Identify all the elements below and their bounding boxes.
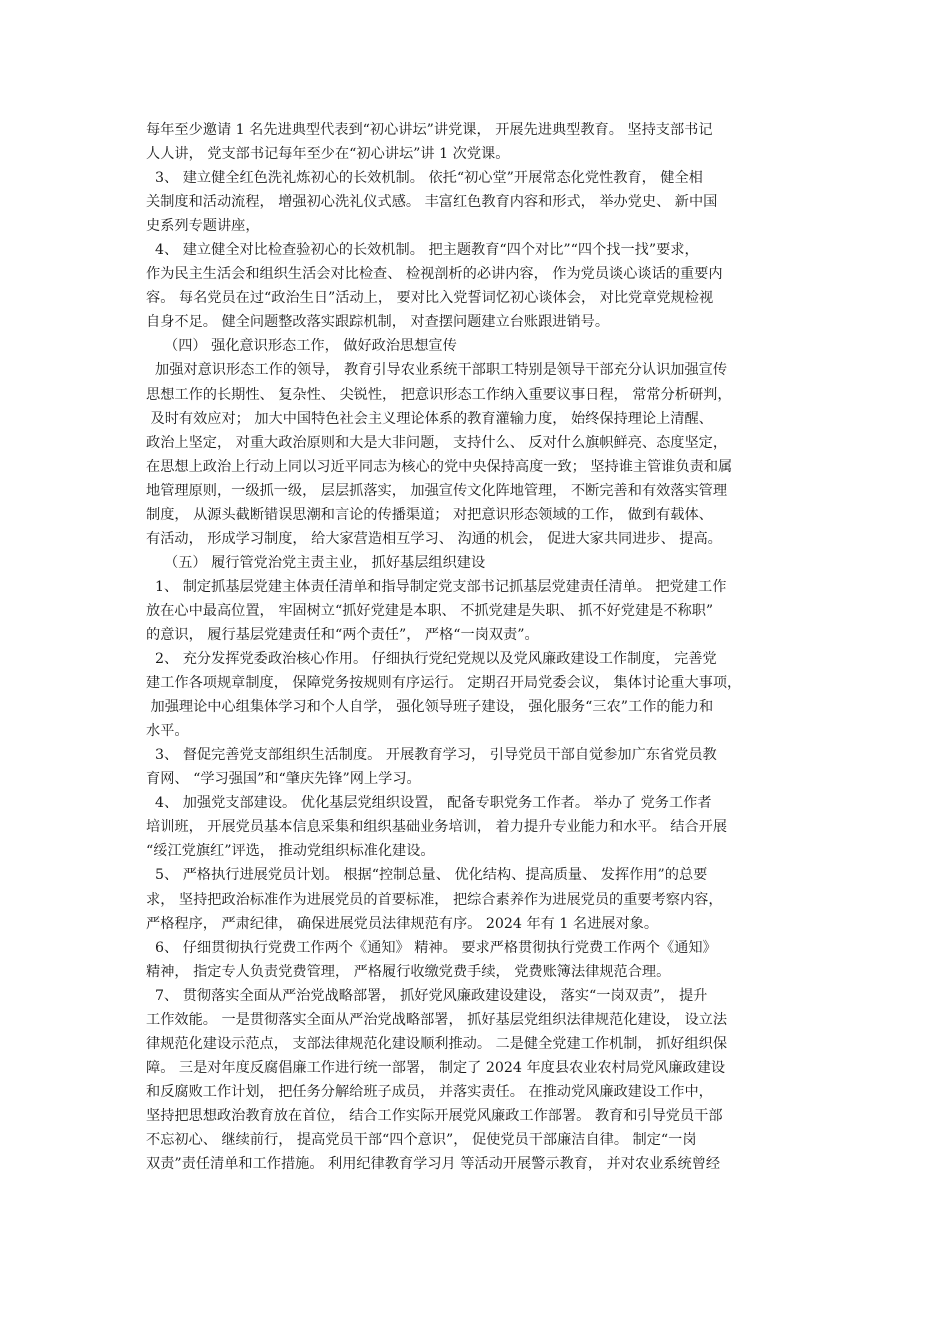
text-line: 坚持把思想政治教育放在首位， 结合工作实际开展党风廉政工作部署。 教育和引导党员干部 [146,1107,723,1124]
text-line: 双责”责任清单和工作措施。 利用纪律教育学习月 等活动开展警示教育， 并对农业系统曾经 [146,1156,721,1173]
text-line: 4、 加强党支部建设。 优化基层党组织设置， 配备专职党务工作者。 举办了 党务工作者 [146,795,712,812]
text-line: 培训班， 开展党员基本信息采集和组织基础业务培训， 着力提升专业能力和水平。 结合开展 [146,819,728,836]
text-line: 3、 建立健全红色洗礼炼初心的长效机制。 依托“初心堂”开展常态化党性教育， 健全相 [146,170,703,187]
text-line: 在思想上政治上行动上同以习近平同志为核心的党中央保持高度一致； 坚持谁主管谁负责和属 [146,458,733,475]
text-line: 关制度和活动流程， 增强初心洗礼仪式感。 丰富红色教育内容和形式， 举办党史、 新中国 [146,194,718,211]
text-line: 水平。 [146,723,189,740]
text-line: （四） 强化意识形态工作， 做好政治思想宣传 [146,338,457,355]
text-line: 求， 坚持把政治标准作为进展党员的首要标准， 把综合素养作为进展党员的重要考察内容， [146,891,723,908]
text-line: 建工作各项规章制度， 保障党务按规则有序运行。 定期召开局党委会议， 集体讨论重大事项， [146,675,742,692]
text-line: 4、 建立健全对比检查验初心的长效机制。 把主题教育“四个对比”“四个找一找”要求， [146,242,699,259]
text-line: 的意识， 履行基层党建责任和“两个责任”， 严格“一岗双责”。 [146,626,539,643]
text-line: 人人讲， 党支部书记每年至少在“初心讲坛”讲 1 次党课。 [146,146,510,163]
text-line: 及时有效应对； 加大中国特色社会主义理论体系的教育灌输力度， 始终保持理论上清醒、 [146,410,713,427]
text-line: 放在心中最高位置， 牢固树立“抓好党建是本职、 不抓党建是失职、 抓不好党建是不称职” [146,602,714,619]
text-line: 有活动， 形成学习制度， 给大家营造相互学习、 沟通的机会， 促进大家共同进步、 提高。 [146,530,722,547]
text-line: 自身不足。 健全问题整改落实跟踪机制， 对查摆问题建立台账跟进销号。 [146,314,610,331]
text-line: 5、 严格执行进展党员计划。 根据“控制总量、 优化结构、提高质量、 发挥作用”的总要 [146,867,708,884]
body-text [146,118,826,1176]
text-line: 制度， 从源头截断错误思潮和言论的传播渠道； 对把意识形态领域的工作， 做到有载体、 [146,506,713,523]
text-line: 政治上坚定， 对重大政治原则和大是大非问题， 支持什么、 反对什么旗帜鲜亮、态度坚定， [146,434,728,451]
text-line: 律规范化建设示范点， 支部法律规范化建设顺利推动。 二是健全党建工作机制， 抓好组织保 [146,1035,728,1052]
text-line: 精神， 指定专人负责党费管理， 严格履行收缴党费手续， 党费账簿法律规范合理。 [146,963,671,980]
text-line: 不忘初心、 继续前行， 提高党员干部“四个意识”， 促使党员干部廉洁自律。 制定“一岗 [146,1131,697,1148]
text-line: 容。 每名党员在过“政治生日”活动上， 要对比入党誓词忆初心谈体会， 对比党章党规检视 [146,290,714,307]
text-line: 育网、 “学习强国”和“肇庆先锋”网上学习。 [146,771,421,788]
text-line: 每年至少邀请 1 名先进典型代表到“初心讲坛”讲党课， 开展先进典型教育。 坚持支部书记 [146,122,713,138]
text-line: 地管理原则，一级抓一级， 层层抓落实， 加强宣传文化阵地管理， 不断完善和有效落实管理 [146,482,728,499]
text-line: 和反腐败工作计划， 把任务分解给班子成员， 并落实责任。 在推动党风廉政建设工作中， [146,1083,713,1100]
text-line: 思想工作的长期性、 复杂性、 尖锐性， 把意识形态工作纳入重要议事日程， 常常分析研判， [146,386,732,403]
text-line: 工作效能。 一是贯彻落实全面从严治党战略部署， 抓好基层党组织法律规范化建设， 设立法 [146,1011,728,1028]
text-line: 史系列专题讲座， [146,218,260,235]
text-line: 加强理论中心组集体学习和个人自学， 强化领导班子建设， 强化服务“三农”工作的能力和 [146,699,714,716]
text-line: 障。 三是对年度反腐倡廉工作进行统一部署， 制定了 2024 年度县农业农村局党风廉政建设 [146,1059,726,1076]
text-line: 6、 仔细贯彻执行党费工作两个《通知》 精神。 要求严格贯彻执行党费工作两个《通知》 [146,939,717,956]
text-line: 1、 制定抓基层党建主体责任清单和指导制定党支部书记抓基层党建责任清单。 把党建工作 [146,578,727,595]
text-line: 2、 充分发挥党委政治核心作用。 仔细执行党纪党规以及党风廉政建设工作制度， 完善党 [146,651,717,668]
text-line: 7、 贯彻落实全面从严治党战略部署， 抓好党风廉政建设建设， 落实“一岗双责”， 提升 [146,987,708,1004]
text-line: 严格程序， 严肃纪律， 确保进展党员法律规范有序。 2024 年有 1 名进展对象。 [146,915,659,932]
text-line: 加强对意识形态工作的领导， 教育引导农业系统干部职工特别是领导干部充分认识加强宣传 [146,362,728,379]
text-line: 3、 督促完善党支部组织生活制度。 开展教育学习， 引导党员干部自觉参加广东省党员教 [146,747,717,764]
text-line: “绥江党旗红”评选， 推动党组织标准化建设。 [146,843,435,860]
text-line: （五） 履行管党治党主责主业， 抓好基层组织建设 [146,554,486,571]
text-line: 作为民主生活会和组织生活会对比检查、 检视剖析的必讲内容， 作为党员谈心谈话的重要内 [146,266,723,283]
